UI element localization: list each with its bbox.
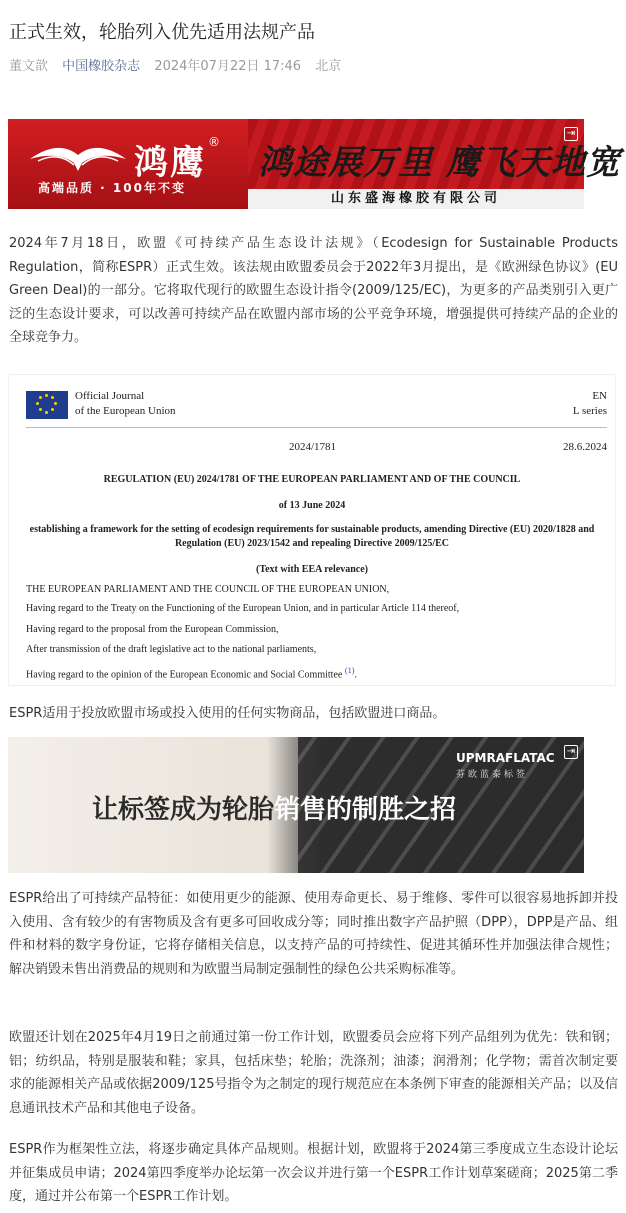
eagle-logo-icon — [28, 137, 128, 177]
ad-headline: 让标签成为轮胎销售的制胜之招 — [92, 795, 457, 825]
ad-slogan: 鸿途展万里 鹰飞天地宽 — [258, 143, 621, 183]
ad-brand-name: 鸿鹰 — [134, 143, 206, 183]
banner-ad-upm[interactable] — [8, 737, 584, 873]
preamble-line: Having regard to the opinion of the European Economic and Social Committee $^{(1)}$. — [26, 666, 358, 681]
preamble-line: Having regard to the Treaty on the Functioning of the European Union, and in particular Article 114 thereof, — [26, 603, 460, 614]
upm-logo-cn: 芬欧蓝泰标签 — [456, 770, 529, 780]
article-meta — [9, 58, 341, 76]
preamble-line: Having regard to the proposal from the European Commission, — [26, 624, 279, 635]
paragraph: 欧盟还计划在2025年4月19日之前通过第一份工作计划，欧盟委员会应将下列产品组列为优先：铁和钢；铝；纺织品，特别是服装和鞋；家具，包括床垫；轮胎；洗涤剂；油漆；润滑剂；化学物；需首次制定要求的能源相关产品或依据2009/125号指令为之制定的现行规范应在本条例下审查的能源相关产品；以及信息通讯技术产品和其他电子设备。 — [9, 1030, 618, 1116]
account-link[interactable]: 中国橡胶杂志 — [62, 59, 141, 74]
ad-exit-icon[interactable]: ⇥ — [564, 127, 578, 141]
ad-company-name: 山东盛海橡胶有限公司 — [248, 189, 584, 209]
registered-mark: ® — [208, 135, 220, 149]
ad-tagline: 高端品质 · 100年不变 — [38, 181, 186, 195]
footnote-link[interactable]: (1) — [344, 666, 355, 675]
regulation-number: 2024/1781 — [289, 441, 337, 453]
ad-brand-panel — [8, 119, 248, 209]
paragraph: ESPR给出了可持续产品特征：如使用更少的能源、使用寿命更长、易于维修、零件可以很容易地拆卸并投入使用、含有较少的有害物质及含有更多可回收成分等；同时推出数字产品护照（DPP），DPP是产品、组件和材料的数字身份证，它将存储相关信息，以支持产品的可持续性、促进其循环性并加强法律合规性；解决销毁未售出消费品的规则和为欧盟当局制定强制性的绿色公共采购标准等。 — [9, 891, 618, 977]
journal-name: Official Journal of the European Union — [75, 390, 176, 417]
author-name: 董文歆 — [9, 59, 49, 74]
divider — [26, 427, 607, 428]
official-journal-image — [8, 374, 616, 686]
preamble-line: After transmission of the draft legislative act to the national parliaments, — [26, 644, 317, 655]
journal-language: EN L series — [572, 390, 607, 417]
paragraph: ESPR作为框架性立法，将逐步确定具体产品规则。根据计划，欧盟将于2024第三季度成立生态设计论坛并征集成员申请；2024第四季度举办论坛第一次会议并进行第一个ESPR工作计划草案磋商；2025第二季度，通过并公布第一个ESPR工作计划。 — [9, 1142, 618, 1204]
paragraph: 2024年7月18日，欧盟《可持续产品生态设计法规》（Ecodesign for Sustainable Products Regulation，简称ESPR）正式生效。该法规由欧盟委员会于2022年3月提出，是《欧洲绿色协议》(EU Green Deal)的一部分。它将取代现行的欧盟生态设计指令(2009/125/EC)，为更多的产品类别引入更广泛的生态设计要求，可以改善可持续产品在欧盟内部市场的公平竞争环境，增强提供可持续产品的企业的全球竞争力。 — [9, 236, 618, 345]
eu-flag-icon — [26, 391, 68, 419]
regulation-subject: establishing a framework for the setting of ecodesign requirements for sustainable products, amending Directive (EU) 2020/1828 and Regulation (EU) 2023/1542 and repealing Directive 2009/125/EC — [29, 524, 595, 549]
publish-location: 北京 — [315, 59, 342, 74]
regulation-title: REGULATION (EU) 2024/1781 OF THE EUROPEAN PARLIAMENT AND OF THE COUNCIL — [103, 474, 521, 485]
regulation-date: of 13 June 2024 — [278, 500, 346, 511]
publication-date: 28.6.2024 — [563, 441, 607, 453]
eea-relevance: (Text with EEA relevance) — [256, 564, 368, 575]
upm-logo: UPMRAFLATAC — [456, 751, 555, 765]
publish-date: 2024年07月22日 17:46 — [154, 59, 302, 74]
banner-ad-hongying[interactable] — [8, 119, 621, 209]
ad-exit-icon[interactable]: ⇥ — [564, 745, 578, 759]
preamble-line: THE EUROPEAN PARLIAMENT AND THE COUNCIL OF THE EUROPEAN UNION, — [26, 584, 390, 595]
article-title: 正式生效，轮胎列入优先适用法规产品 — [9, 22, 315, 43]
paragraph: ESPR适用于投放欧盟市场或投入使用的任何实物商品，包括欧盟进口商品。 — [9, 706, 446, 721]
